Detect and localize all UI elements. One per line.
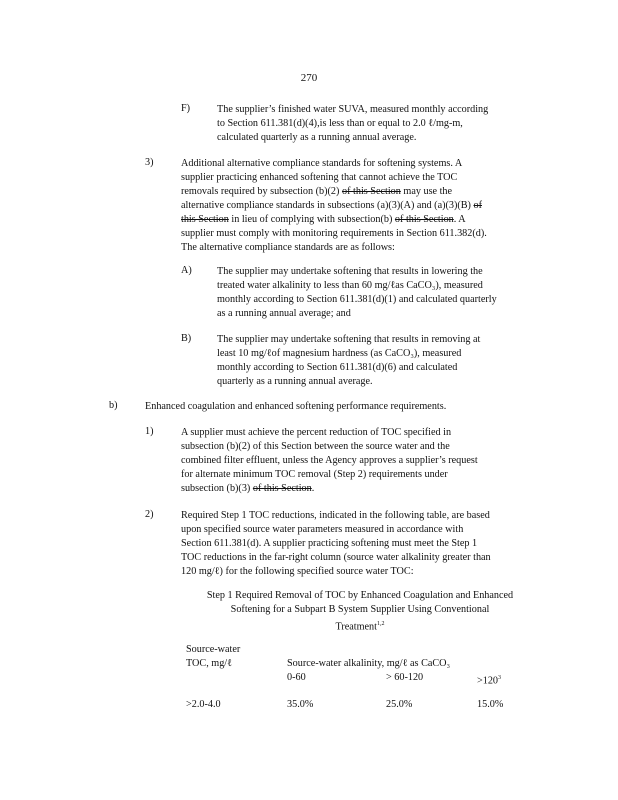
item-3a-line: The supplier may undertake softening that results in lowering the — [217, 266, 483, 277]
footnote-ref: 1,2 — [377, 621, 385, 627]
item-3-text — [181, 157, 535, 255]
item-b1-text — [181, 426, 499, 496]
item-3b-line: quarterly as a running annual average. — [217, 376, 373, 387]
item-b1-line: for alternate minimum TOC removal (Step 2) requirements under — [181, 469, 448, 480]
table-caption-line: Step 1 Required Removal of TOC by Enhanced Coagulation and Enhanced — [206, 590, 514, 601]
header-line: TOC, mg/ℓ — [186, 658, 233, 669]
footnote-ref: 3 — [498, 675, 502, 681]
item-3b-text — [217, 333, 535, 389]
text-span: . — [311, 483, 315, 494]
item-3a-line: as a running annual average; and — [217, 308, 351, 319]
item-3-line: The alternative compliance standards are as follows: — [181, 242, 395, 253]
item-3-label: 3) — [145, 157, 154, 168]
item-b1-line: combined filter effluent, unless the Agency approves a supplier’s request — [181, 455, 478, 466]
text-span: removals required by subsection (b)(2) — [181, 186, 340, 197]
item-3-line: Additional alternative compliance standards for softening systems. A — [181, 158, 463, 169]
item-3b-line: monthly according to Section 611.381(d)(6) and calculated — [217, 362, 458, 373]
text-span: Treatment — [335, 621, 377, 633]
item-b2-line: Required Step 1 TOC reductions, indicated in the following table, are based — [181, 510, 490, 521]
item-3a-line: monthly according to Section 611.381(d)(1) and calculated quarterly — [217, 294, 497, 305]
struck-text: of — [473, 200, 482, 211]
item-b2-line: upon specified source water parameters measured in accordance with — [181, 524, 464, 535]
item-b1-line — [181, 482, 499, 496]
col-toc-header — [186, 643, 240, 671]
item-b1-line: subsection (b)(2) of this Section between the source water and the — [181, 441, 450, 452]
item-3a-text — [217, 265, 539, 321]
item-b1-label: 1) — [145, 426, 154, 437]
item-b2-line: Section 611.381(d). A supplier practicing softening must meet the Step 1 — [181, 538, 478, 549]
item-f-line: calculated quarterly as a running annual average. — [217, 132, 417, 143]
item-3b-line: The supplier may undertake softening that results in removing at — [217, 334, 481, 345]
item-3-line — [181, 213, 535, 227]
struck-text: of this Section — [341, 186, 401, 197]
item-b2-label: 2) — [145, 509, 154, 520]
text-span: may use the — [403, 186, 453, 197]
item-f-line: to Section 611.381(d)(4),is less than or equal to 2.0 ℓ/mg-m, — [217, 118, 463, 129]
item-b2-line: TOC reductions in the far-right column (source water alkalinity greater than — [181, 552, 491, 563]
text-span: >120 — [477, 675, 499, 687]
item-f-line: The supplier’s finished water SUVA, measured monthly according — [217, 104, 489, 115]
item-3-line: supplier must comply with monitoring requirements in Section 611.382(d). — [181, 228, 487, 239]
item-b2-text — [181, 509, 539, 579]
item-b1-line: A supplier must achieve the percent reduction of TOC specified in — [181, 427, 452, 438]
item-3a-line: treated water alkalinity to less than 60 mg/ℓas CaCO₃), measured — [217, 280, 483, 291]
item-b-heading: Enhanced coagulation and enhanced softening performance requirements. — [145, 401, 447, 412]
struck-text: of this Section — [394, 214, 454, 225]
table-cell: 15.0% — [477, 699, 504, 710]
page-number: 270 — [300, 72, 318, 84]
item-f-label: F) — [181, 103, 191, 114]
table-caption — [181, 589, 539, 634]
item-b2-line: 120 mg/ℓ) for the following specified source water TOC: — [181, 566, 414, 577]
table-cell-toc: >2.0-4.0 — [186, 699, 221, 710]
item-3-line — [181, 199, 535, 213]
struck-text: this Section — [181, 214, 229, 225]
item-3-line — [181, 185, 535, 199]
table-caption-line — [181, 617, 539, 634]
col-header-60-120: > 60-120 — [386, 672, 424, 683]
group-header-alkalinity: Source-water alkalinity, mg/ℓ as CaCO₃ — [287, 658, 451, 669]
item-3-line: supplier practicing enhanced softening that cannot achieve the TOC — [181, 172, 458, 183]
item-f-text — [217, 103, 535, 145]
text-span: subsection (b)(3) — [181, 483, 251, 494]
item-3a-label: A) — [181, 265, 192, 276]
table-cell: 25.0% — [386, 699, 413, 710]
header-line: Source-water — [186, 644, 241, 655]
struck-text: of this Section — [252, 483, 312, 494]
item-3b-line: least 10 mg/ℓof magnesium hardness (as CaCO₃), measured — [217, 348, 462, 359]
table-cell: 35.0% — [287, 699, 314, 710]
text-span: alternative compliance standards in subsections (a)(3)(A) and (a)(3)(B) — [181, 200, 471, 211]
item-3b-label: B) — [181, 333, 192, 344]
text-span: in lieu of complying with subsection(b) — [231, 214, 393, 225]
item-b-label: b) — [109, 400, 118, 411]
col-header-over-120 — [477, 671, 501, 688]
table-caption-line: Softening for a Subpart B System Supplier Using Conventional — [230, 604, 490, 615]
col-header-0-60: 0-60 — [287, 672, 306, 683]
text-span: . A — [453, 214, 466, 225]
